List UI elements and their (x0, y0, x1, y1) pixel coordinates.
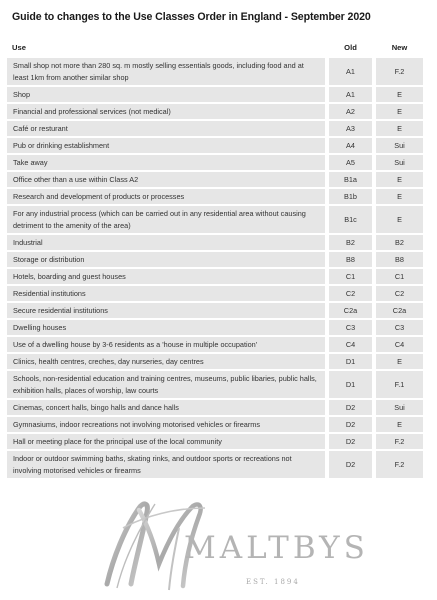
new-class-cell: C2 (376, 286, 423, 301)
new-class-cell: Sui (376, 400, 423, 415)
table-row (7, 417, 423, 432)
new-class-cell: C2a (376, 303, 423, 318)
use-cell: Clinics, health centres, creches, day nurseries, day centres (7, 354, 325, 369)
new-class-cell: B8 (376, 252, 423, 267)
new-class-cell: E (376, 189, 423, 204)
use-cell: Research and development of products or processes (7, 189, 325, 204)
table-row (7, 434, 423, 449)
use-cell: Shop (7, 87, 325, 102)
table-row (7, 172, 423, 187)
table-row (7, 269, 423, 284)
new-class-cell: C3 (376, 320, 423, 335)
new-class-cell: F.2 (376, 434, 423, 449)
table-row (7, 286, 423, 301)
new-class-cell: E (376, 417, 423, 432)
header-use: Use (12, 42, 26, 52)
use-cell: Hotels, boarding and guest houses (7, 269, 325, 284)
old-class-cell: D2 (329, 451, 372, 478)
use-cell: Pub or drinking establishment (7, 138, 325, 153)
new-class-cell: E (376, 172, 423, 187)
old-class-cell: D1 (329, 354, 372, 369)
new-class-cell: E (376, 354, 423, 369)
old-class-cell: C2 (329, 286, 372, 301)
use-cell: Industrial (7, 235, 325, 250)
old-class-cell: A2 (329, 104, 372, 119)
new-class-cell: E (376, 206, 423, 233)
use-cell: Dwelling houses (7, 320, 325, 335)
old-class-cell: A5 (329, 155, 372, 170)
use-cell: Café or resturant (7, 121, 325, 136)
table-body (7, 58, 423, 478)
use-cell: Office other than a use within Class A2 (7, 172, 325, 187)
table-row (7, 206, 423, 233)
use-cell: For any industrial process (which can be carried out in any residential area without causing detriment to the amenity of the area) (7, 206, 325, 233)
table-header (7, 38, 423, 56)
old-class-cell: D1 (329, 371, 372, 398)
table-row (7, 87, 423, 102)
header-new: New (391, 42, 408, 52)
use-cell: Hall or meeting place for the principal use of the local community (7, 434, 325, 449)
table-row (7, 155, 423, 170)
table-row (7, 121, 423, 136)
new-class-cell: C4 (376, 337, 423, 352)
table-row (7, 371, 423, 398)
new-class-cell: F.2 (376, 451, 423, 478)
old-class-cell: A1 (329, 87, 372, 102)
old-class-cell: B1a (329, 172, 372, 187)
page-title: Guide to changes to the Use Classes Order in England - September 2020 (12, 11, 371, 23)
old-class-cell: B2 (329, 235, 372, 250)
table-row (7, 104, 423, 119)
old-class-cell: C2a (329, 303, 372, 318)
use-cell: Take away (7, 155, 325, 170)
new-class-cell: C1 (376, 269, 423, 284)
table-row (7, 303, 423, 318)
table-row (7, 337, 423, 352)
use-classes-table (7, 38, 423, 478)
old-class-cell: D2 (329, 400, 372, 415)
use-cell: Gymnasiums, indoor recreations not involving motorised vehicles or firearms (7, 417, 325, 432)
use-cell: Secure residential institutions (7, 303, 325, 318)
new-class-cell: E (376, 87, 423, 102)
use-cell: Residential institutions (7, 286, 325, 301)
old-class-cell: C4 (329, 337, 372, 352)
new-class-cell: B2 (376, 235, 423, 250)
new-class-cell: E (376, 104, 423, 119)
header-old: Old (344, 42, 357, 52)
table-row (7, 354, 423, 369)
table-row (7, 189, 423, 204)
new-class-cell: Sui (376, 155, 423, 170)
use-cell: Schools, non-residential education and training centres, museums, public libaries, public halls, exhibition halls, places of worship, law courts (7, 371, 325, 398)
use-cell: Storage or distribution (7, 252, 325, 267)
table-row (7, 252, 423, 267)
table-row (7, 235, 423, 250)
old-class-cell: B1c (329, 206, 372, 233)
old-class-cell: B1b (329, 189, 372, 204)
old-class-cell: B8 (329, 252, 372, 267)
table-row (7, 58, 423, 85)
old-class-cell: A4 (329, 138, 372, 153)
table-row (7, 451, 423, 478)
old-class-cell: D2 (329, 434, 372, 449)
brand-established: EST. 1894 (246, 578, 300, 586)
old-class-cell: C1 (329, 269, 372, 284)
use-cell: Use of a dwelling house by 3-6 residents as a 'house in multiple occupation' (7, 337, 325, 352)
use-cell: Cinemas, concert halls, bingo halls and dance halls (7, 400, 325, 415)
table-row (7, 320, 423, 335)
old-class-cell: D2 (329, 417, 372, 432)
old-class-cell: A1 (329, 58, 372, 85)
old-class-cell: A3 (329, 121, 372, 136)
use-cell: Small shop not more than 280 sq. m mostly selling essentials goods, including food and at least 1km from another similar shop (7, 58, 325, 85)
table-row (7, 138, 423, 153)
new-class-cell: Sui (376, 138, 423, 153)
brand-name: MALTBYS (184, 530, 369, 566)
old-class-cell: C3 (329, 320, 372, 335)
use-cell: Indoor or outdoor swimming baths, skating rinks, and outdoor sports or recreations not involving motorised vehicles or firearms (7, 451, 325, 478)
new-class-cell: F.2 (376, 58, 423, 85)
table-row (7, 400, 423, 415)
use-cell: Financial and professional services (not medical) (7, 104, 325, 119)
new-class-cell: F.1 (376, 371, 423, 398)
new-class-cell: E (376, 121, 423, 136)
